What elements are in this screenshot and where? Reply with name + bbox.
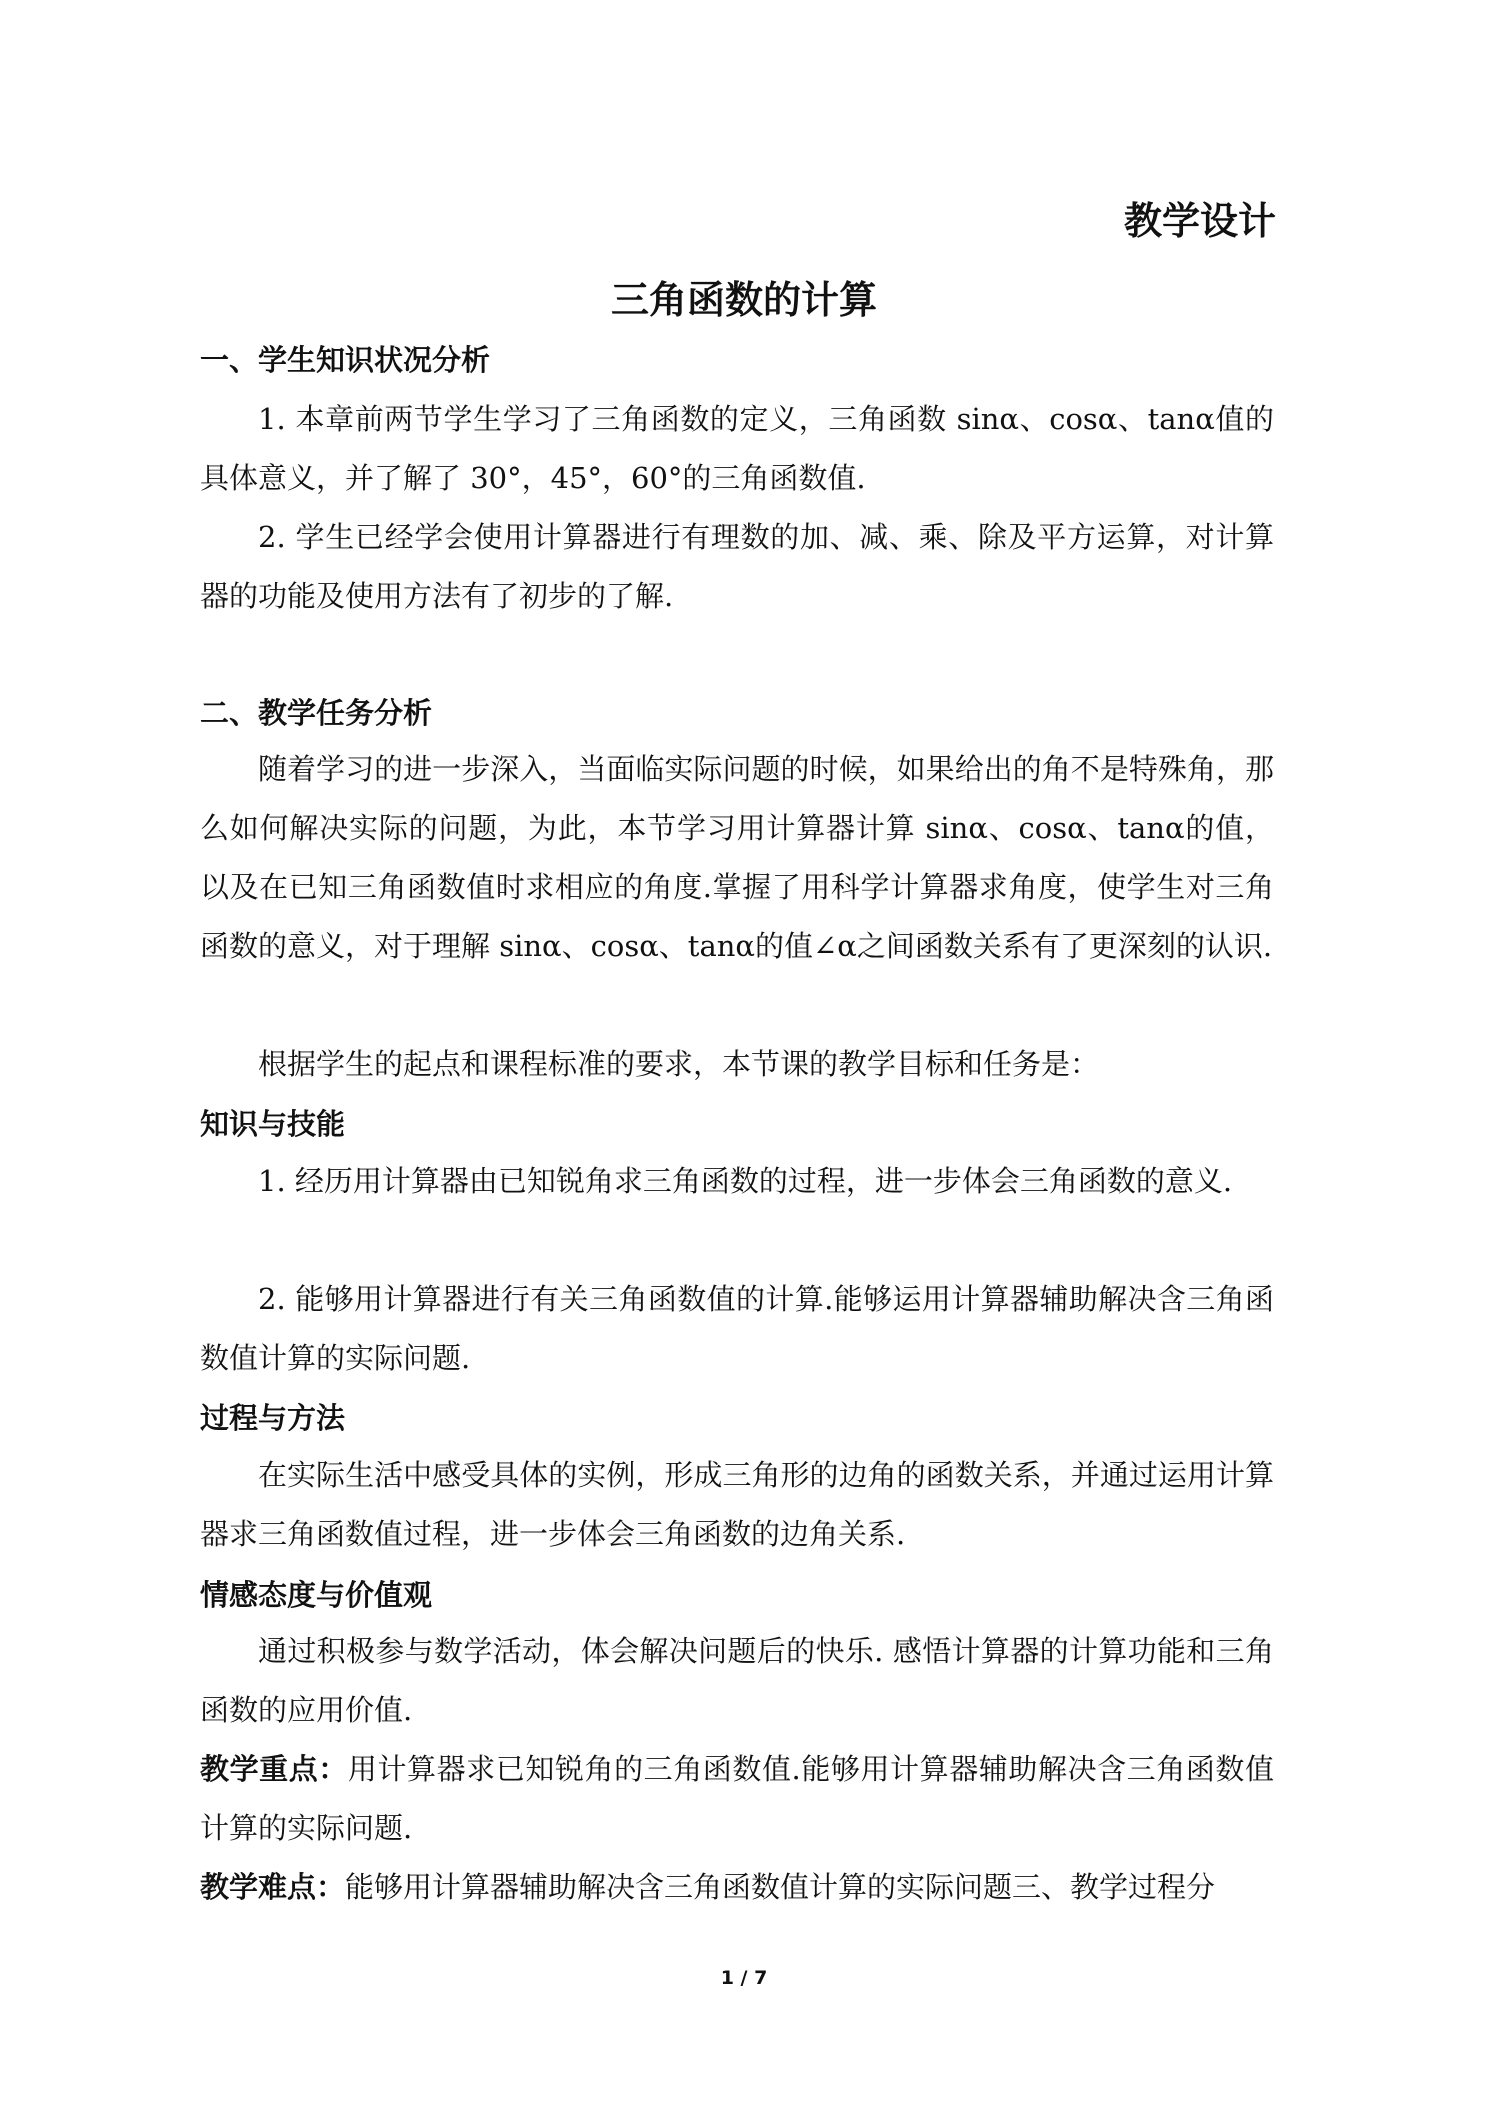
paragraph: 在实际生活中感受具体的实例，形成三角形的边角的函数关系，并通过运用计算器求三角函数值过程，进一步体会三角函数的边角关系. — [200, 1458, 1274, 1551]
key-point-text: 用计算器求已知锐角的三角函数值.能够用计算器辅助解决含三角函数值计算的实际问题. — [200, 1752, 1274, 1845]
document-type-label: 教学设计 — [1123, 199, 1276, 243]
paragraph: 根据学生的起点和课程标准的要求，本节课的教学目标和任务是： — [258, 1047, 1100, 1081]
key-point-paragraph — [200, 1740, 1274, 1858]
subheading-process-method: 过程与方法 — [200, 1401, 346, 1435]
difficult-point-paragraph — [200, 1858, 1274, 1917]
paragraph: 1. 本章前两节学生学习了三角函数的定义，三角函数 sinα、cosα、tanα值的具体意义，并了解了 30°，45°，60°的三角函数值. — [200, 402, 1274, 495]
key-point-label: 教学重点： — [200, 1752, 348, 1786]
subheading-emotion-values: 情感态度与价值观 — [200, 1578, 433, 1612]
subheading-knowledge-skills: 知识与技能 — [200, 1107, 346, 1141]
document-title: 三角函数的计算 — [610, 278, 877, 322]
difficult-point-text: 能够用计算器辅助解决含三角函数值计算的实际问题三、教学过程分 — [345, 1870, 1216, 1904]
page-number: 1 / 7 — [720, 1967, 768, 1989]
paragraph: 1. 经历用计算器由已知锐角求三角函数的过程，进一步体会三角函数的意义. — [258, 1164, 1233, 1198]
paragraph: 随着学习的进一步深入，当面临实际问题的时候，如果给出的角不是特殊角，那么如何解决实际的问题，为此，本节学习用计算器计算 sinα、cosα、tanα的值，以及在已知三角函数值时求相应的角度.掌握了用科学计算器求角度，使学生对三角函数的意义，对于理解 sinα、cosα、tanα的值∠α之间函数关系有了更深刻的认识. — [200, 752, 1274, 963]
paragraph: 2. 能够用计算器进行有关三角函数值的计算.能够运用计算器辅助解决含三角函数值计算的实际问题. — [200, 1282, 1274, 1375]
paragraph: 2. 学生已经学会使用计算器进行有理数的加、减、乘、除及平方运算，对计算器的功能及使用方法有了初步的了解. — [200, 520, 1274, 613]
section-heading-task-analysis: 二、教学任务分析 — [200, 696, 433, 730]
paragraph: 通过积极参与数学活动，体会解决问题后的快乐. 感悟计算器的计算功能和三角函数的应用价值. — [200, 1634, 1274, 1727]
section-heading-student-analysis: 一、学生知识状况分析 — [200, 343, 491, 377]
difficult-point-label: 教学难点： — [200, 1870, 346, 1904]
